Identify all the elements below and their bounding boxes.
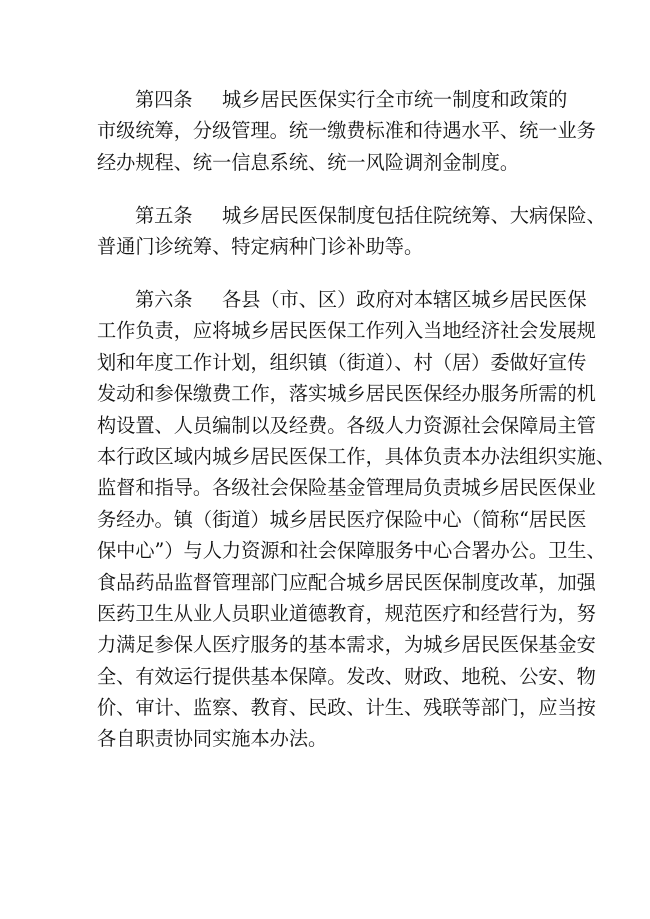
article-6-number: 第六条	[135, 288, 193, 311]
article-4-line: 市级统筹，分级管理。统一缴费标准和待遇水平、统一业务	[97, 119, 596, 143]
article-6-line: 医药卫生从业人员职业道德教育，规范医疗和经营行为，努	[97, 601, 596, 625]
article-5-first-line	[97, 200, 606, 231]
article-4	[97, 84, 596, 178]
article-6-first-line	[97, 284, 587, 315]
article-6-line: 工作负责，应将城乡居民医保工作列入当地经济社会发展规	[97, 319, 596, 343]
article-6-line: 本行政区域内城乡居民医保工作，具体负责本办法组织实施、	[97, 444, 616, 468]
article-6-line: 划和年度工作计划，组织镇（街道）、村（居）委做好宣传	[97, 350, 587, 374]
article-4-number: 第四条	[135, 88, 193, 111]
article-6-line: 发动和参保缴费工作，落实城乡居民医保经办服务所需的机	[97, 382, 596, 406]
article-5	[97, 200, 606, 263]
article-6-line: 各自职责协同实施本办法。	[97, 727, 328, 751]
article-6-line: 食品药品监督管理部门应配合城乡居民医保制度改革，加强	[97, 570, 596, 594]
article-6-line: 价、审计、监察、教育、民政、计生、残联等部门，应当按	[97, 696, 596, 720]
article-6-first-text: 各县（市、区）政府对本辖区城乡居民医保	[222, 288, 587, 311]
article-6-line: 力满足参保人医疗服务的基本需求，为城乡居民医保基金安	[97, 633, 596, 657]
article-4-line: 经办规程、统一信息系统、统一风险调剂金制度。	[97, 150, 520, 174]
article-5-number: 第五条	[135, 204, 193, 227]
article-6-line: 务经办。镇（街道）城乡居民医疗保险中心（简称“居民医	[97, 507, 587, 531]
article-5-first-text: 城乡居民医保制度包括住院统筹、大病保险、	[222, 204, 606, 227]
article-6-line: 构设置、人员编制以及经费。各级人力资源社会保障局主管	[97, 413, 596, 437]
article-5-line: 普通门诊统筹、特定病种门诊补助等。	[97, 235, 424, 259]
article-6-line: 监督和指导。各级社会保险基金管理局负责城乡居民医保业	[97, 476, 596, 500]
article-4-first-text: 城乡居民医保实行全市统一制度和政策的	[222, 88, 568, 111]
article-6-line: 全、有效运行提供基本保障。发改、财政、地税、公安、物	[97, 664, 596, 688]
article-4-first-line	[97, 84, 568, 115]
article-6	[97, 284, 616, 755]
article-6-line: 保中心”）与人力资源和社会保障服务中心合署办公。卫生、	[97, 539, 606, 563]
